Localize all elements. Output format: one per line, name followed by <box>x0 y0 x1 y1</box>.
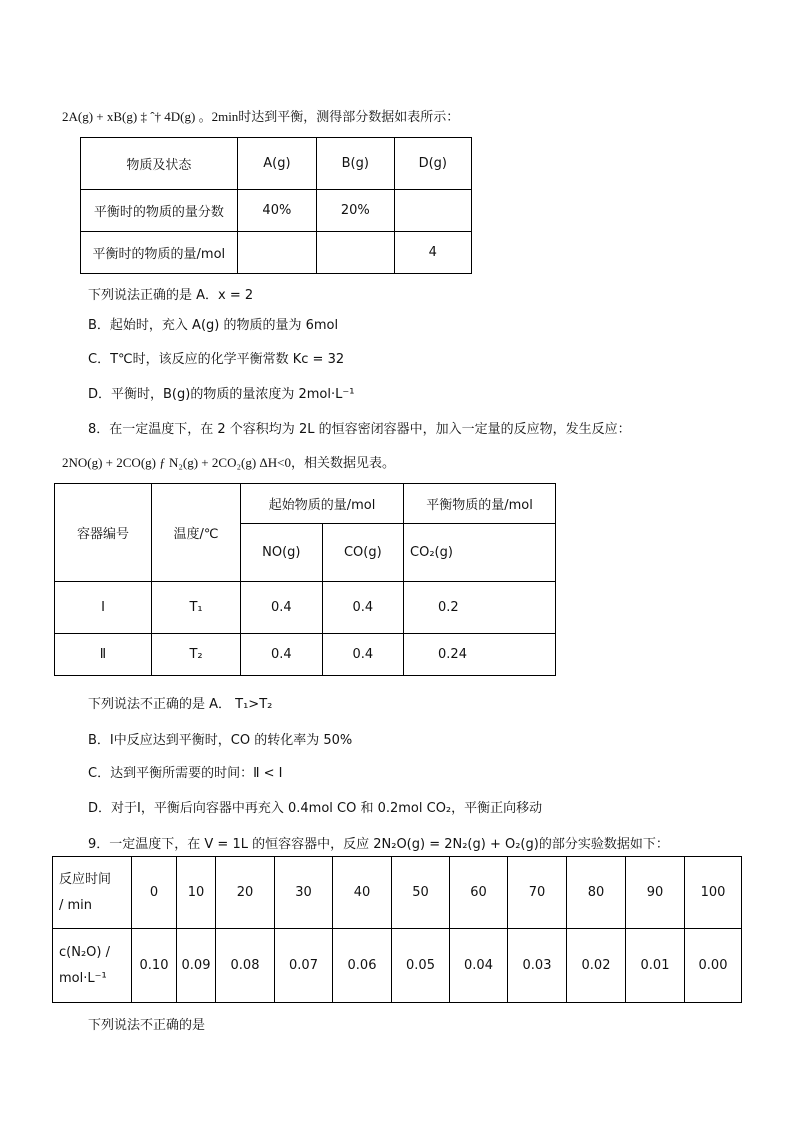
q9-conc-cell: 0.05 <box>392 929 450 1003</box>
q8-subheader: CO₂(g) <box>404 524 556 582</box>
q8-cell: Ⅰ <box>55 582 152 634</box>
q8-cell: T₂ <box>151 634 240 676</box>
table-row <box>55 582 556 634</box>
q9-row-label-line: c(N₂O) / <box>59 944 110 960</box>
q7-header-cell: B(g) <box>317 138 394 190</box>
q7-intro: 2A(g) + xB(g) ‡ ˆ† 4D(g) 。2min时达到平衡，测得部分数据如表所示： <box>62 109 460 124</box>
q9-time-cell: 0 <box>132 857 177 929</box>
q8-cell: T₁ <box>151 582 240 634</box>
q8-prompt: 下列说法不正确的是 A． T₁>T₂ <box>88 697 273 712</box>
table-row <box>81 232 472 274</box>
q9-conc-cell: 0.00 <box>685 929 742 1003</box>
q8-cell: 0.4 <box>322 634 403 676</box>
q9-time-cell: 80 <box>567 857 626 929</box>
q8-cell: Ⅱ <box>55 634 152 676</box>
q7-cell <box>317 232 394 274</box>
q7-header-cell: A(g) <box>237 138 316 190</box>
q9-row-label <box>53 929 132 1003</box>
q9-time-cell: 60 <box>450 857 508 929</box>
q9-time-cell: 30 <box>275 857 333 929</box>
q9-time-cell: 20 <box>216 857 275 929</box>
q9-time-cell: 70 <box>508 857 567 929</box>
q9-time-cell: 10 <box>177 857 216 929</box>
table-row <box>55 634 556 676</box>
table-row <box>53 929 742 1003</box>
q7-cell: 20% <box>317 190 394 232</box>
q7-cell: 平衡时的物质的量分数 <box>81 190 238 232</box>
q9-conc-cell: 0.09 <box>177 929 216 1003</box>
q7-cell: 4 <box>394 232 471 274</box>
q9-conc-cell: 0.01 <box>626 929 685 1003</box>
q8-option-b: B．Ⅰ中反应达到平衡时，CO 的转化率为 50% <box>88 733 353 748</box>
q8-header-start: 起始物质的量/mol <box>241 484 404 524</box>
q9-row-label-line: 反应时间 <box>59 871 112 887</box>
q7-cell <box>237 232 316 274</box>
q9-row-label-line: mol·L⁻¹ <box>59 970 107 986</box>
q7-prompt: 下列说法正确的是 A．x = 2 <box>88 288 254 303</box>
q7-cell: 40% <box>237 190 316 232</box>
q8-cell: 0.4 <box>241 634 322 676</box>
q9-time-cell: 90 <box>626 857 685 929</box>
q9-table <box>52 856 742 1003</box>
q8-header-temp: 温度/℃ <box>151 484 240 582</box>
q8-header-eq: 平衡物质的量/mol <box>404 484 556 524</box>
q8-option-d: D．对于Ⅰ，平衡后向容器中再充入 0.4mol CO 和 0.2mol CO₂，平衡正向移动 <box>88 801 543 816</box>
q7-header-cell: 物质及状态 <box>81 138 238 190</box>
q8-cell: 0.2 <box>404 582 556 634</box>
q7-cell: 平衡时的物质的量/mol <box>81 232 238 274</box>
table-row <box>81 190 472 232</box>
q8-cell: 0.4 <box>322 582 403 634</box>
q9-time-cell: 50 <box>392 857 450 929</box>
q9-conc-cell: 0.06 <box>333 929 392 1003</box>
q8-subheader: NO(g) <box>241 524 322 582</box>
q9-conc-cell: 0.07 <box>275 929 333 1003</box>
q8-stem: 8．在一定温度下，在 2 个容积均为 2L 的恒容密闭容器中，加入一定量的反应物，发生反应： <box>88 422 631 437</box>
q9-row-label-line: / min <box>59 897 93 913</box>
q7-option-b: B．起始时，充入 A(g) 的物质的量为 6mol <box>88 318 339 333</box>
q7-option-c: C．T℃时，该反应的化学平衡常数 Kc = 32 <box>88 352 345 367</box>
table-row <box>53 857 742 929</box>
q7-header-cell: D(g) <box>394 138 471 190</box>
q8-cell: 0.24 <box>404 634 556 676</box>
q8-cell: 0.4 <box>241 582 322 634</box>
q8-option-c: C．达到平衡所需要的时间：Ⅱ < Ⅰ <box>88 766 283 781</box>
q7-table <box>80 137 472 274</box>
q9-conc-cell: 0.10 <box>132 929 177 1003</box>
q8-reaction: 2NO(g) + 2CO(g) ƒ N₂(g) + 2CO₂(g) ΔH<0，相关数据见表。 <box>62 455 395 470</box>
q9-conc-cell: 0.04 <box>450 929 508 1003</box>
q7-option-d: D．平衡时，B(g)的物质的量浓度为 2mol·L⁻¹ <box>88 387 355 402</box>
q8-table <box>54 483 556 676</box>
q9-conc-cell: 0.02 <box>567 929 626 1003</box>
q9-stem: 9．一定温度下，在 V = 1L 的恒容容器中，反应 2N₂O(g) = 2N₂(g) + O₂(g)的部分实验数据如下： <box>88 837 669 852</box>
q9-conc-cell: 0.03 <box>508 929 567 1003</box>
q8-subheader: CO(g) <box>322 524 403 582</box>
q8-header-container: 容器编号 <box>55 484 152 582</box>
q9-row-label <box>53 857 132 929</box>
q7-cell <box>394 190 471 232</box>
q9-prompt: 下列说法不正确的是 <box>88 1018 206 1033</box>
q9-time-cell: 100 <box>685 857 742 929</box>
q9-time-cell: 40 <box>333 857 392 929</box>
q9-conc-cell: 0.08 <box>216 929 275 1003</box>
